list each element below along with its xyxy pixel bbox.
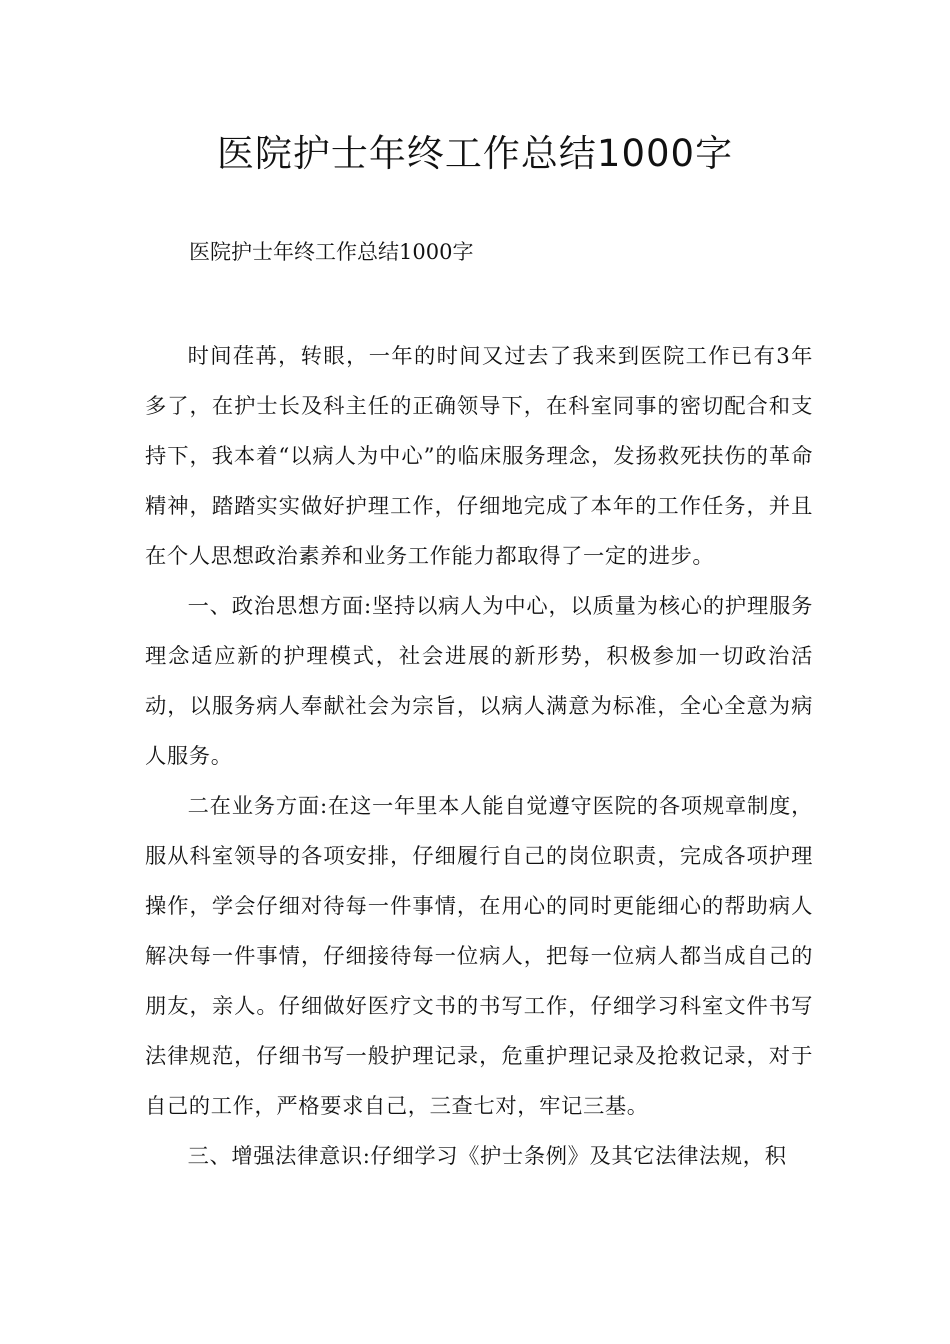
document-title: 医院护士年终工作总结1000字: [216, 132, 734, 175]
paragraph-intro: 时间荏苒，转眼，一年的时间又过去了我来到医院工作已有3年多了，在护士长及科主任的正确领导下，在科室同事的密切配合和支持下，我本着“以病人为中心”的临床服务理念，发扬救死扶伤的革命精神，踏踏实实做好护理工作，仔细地完成了本年的工作任务，并且在个人思想政治素养和业务工作能力都取得了一定的进步。: [145, 344, 813, 569]
paragraph-legal: 三、增强法律意识:仔细学习《护士条例》及其它法律法规，积: [187, 1144, 787, 1169]
paragraph-professional: 二在业务方面:在这一年里本人能自觉遵守医院的各项规章制度，服从科室领导的各项安排，仔细履行自己的岗位职责，完成各项护理操作，学会仔细对待每一件事情，在用心的同时更能细心的帮助病人解决每一件事情，仔细接待每一位病人，把每一位病人都当成自己的朋友，亲人。仔细做好医疗文书的书写工作，仔细学习科室文件书写法律规范，仔细书写一般护理记录，危重护理记录及抢救记录，对于自己的工作，严格要求自己，三查七对，牢记三基。: [145, 794, 813, 1119]
paragraph-political: 一、政治思想方面:坚持以病人为中心，以质量为核心的护理服务理念适应新的护理模式，社会进展的新形势，积极参加一切政治活动，以服务病人奉献社会为宗旨，以病人满意为标准，全心全意为病人服务。: [145, 594, 813, 769]
document-subtitle: 医院护士年终工作总结1000字: [189, 240, 474, 264]
document-body: [145, 332, 813, 1182]
